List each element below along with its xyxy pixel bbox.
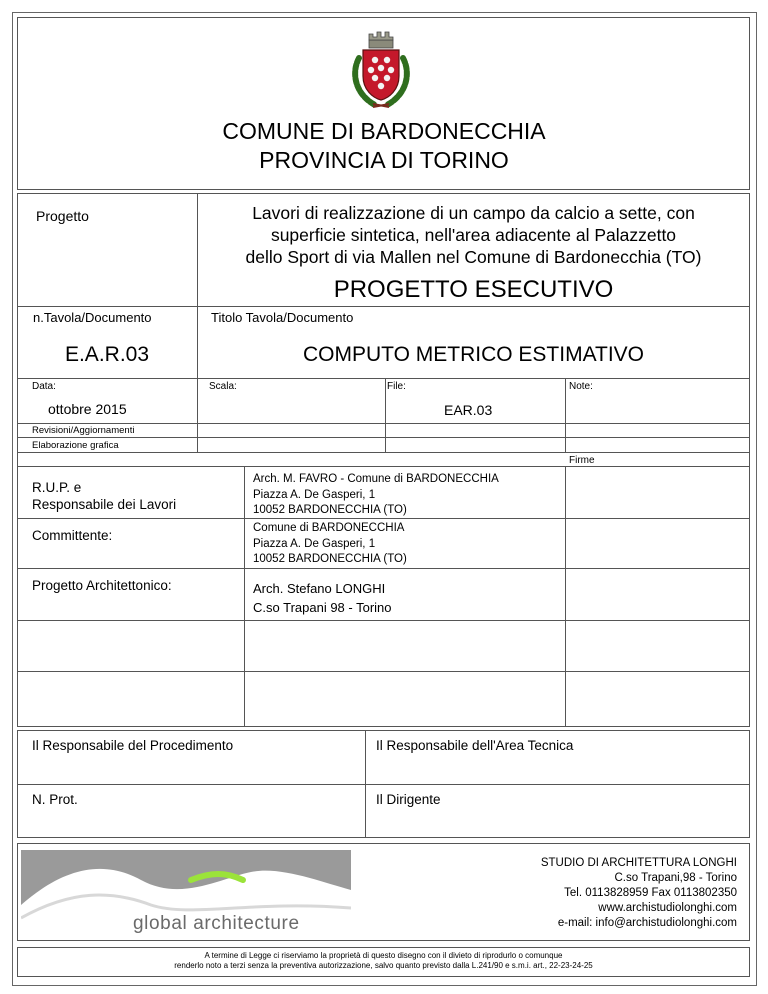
project-phase: PROGETTO ESECUTIVO (333, 276, 614, 303)
architect-details: Arch. Stefano LONGHI C.so Trapani 98 - Torino (253, 581, 392, 615)
studio-logo (21, 850, 351, 936)
date-value: ottobre 2015 (48, 401, 127, 417)
notes-label: Note: (569, 381, 593, 392)
file-label: File: (387, 381, 406, 392)
project-description-line: Lavori di realizzazione di un campo da calcio a sette, con (252, 203, 695, 223)
studio-email: e-mail: info@archistudiolonghi.com (557, 917, 737, 929)
client-details: Comune di BARDONECCHIA Piazza A. De Gasperi, 1 10052 BARDONECCHIA (TO) (253, 522, 407, 565)
crest-icon (345, 28, 417, 110)
municipality-name: COMUNE DI BARDONECCHIA (222, 118, 546, 144)
project-description-line: dello Sport di via Mallen nel Comune di Bardonecchia (TO) (245, 247, 702, 267)
director-label: Il Dirigente (376, 792, 441, 807)
project-description-line: superficie sintetica, nell'area adiacente al Palazzetto (270, 225, 677, 245)
scale-label: Scala: (209, 381, 237, 392)
rup-details: Arch. M. FAVRO - Comune di BARDONECCHIA Piazza A. De Gasperi, 1 10052 BARDONECCHIA (TO) (253, 473, 499, 516)
architect-label: Progetto Architettonico: (32, 578, 172, 593)
document-title: COMPUTO METRICO ESTIMATIVO (302, 343, 645, 366)
studio-phone: Tel. 0113828959 Fax 0113802350 (564, 887, 737, 899)
legal-notice: A termine di Legge ci riserviamo la proprietà di questo disegno con il divieto di riprodurlo o comunque renderlo noto a terzi senza la preventiva autorizzazione, salvo quanto previsto dalla L.241/90 e s.m.i. art., 22-23-24-25 (174, 951, 593, 970)
procedure-manager-label: Il Responsabile del Procedimento (32, 738, 234, 753)
document-number: E.A.R.03 (64, 343, 150, 366)
project-label: Progetto (36, 208, 89, 224)
technical-manager-label: Il Responsabile dell'Area Tecnica (376, 738, 574, 753)
municipality-crest (345, 28, 417, 110)
revisions-label: Revisioni/Aggiornamenti (32, 425, 135, 436)
date-label: Data: (32, 381, 56, 392)
file-value: EAR.03 (444, 402, 493, 418)
document-title-label: Titolo Tavola/Documento (211, 310, 354, 325)
province-name: PROVINCIA DI TORINO (259, 147, 509, 173)
studio-logo-text: global architecture (133, 913, 300, 934)
studio-address: C.so Trapani,98 - Torino (614, 872, 737, 884)
studio-name: STUDIO DI ARCHITETTURA LONGHI (540, 857, 737, 869)
studio-website: www.archistudiolonghi.com (598, 902, 737, 914)
project-description (197, 202, 750, 268)
studio-contact (541, 856, 737, 931)
signatures-label: Firme (569, 455, 595, 466)
info-block (17, 193, 750, 727)
rup-label: R.U.P. e Responsabile dei Lavori (32, 480, 177, 512)
graphics-label: Elaborazione grafica (32, 440, 119, 451)
client-label: Committente: (32, 528, 113, 543)
document-number-label: n.Tavola/Documento (33, 310, 152, 325)
protocol-label: N. Prot. (32, 792, 78, 807)
